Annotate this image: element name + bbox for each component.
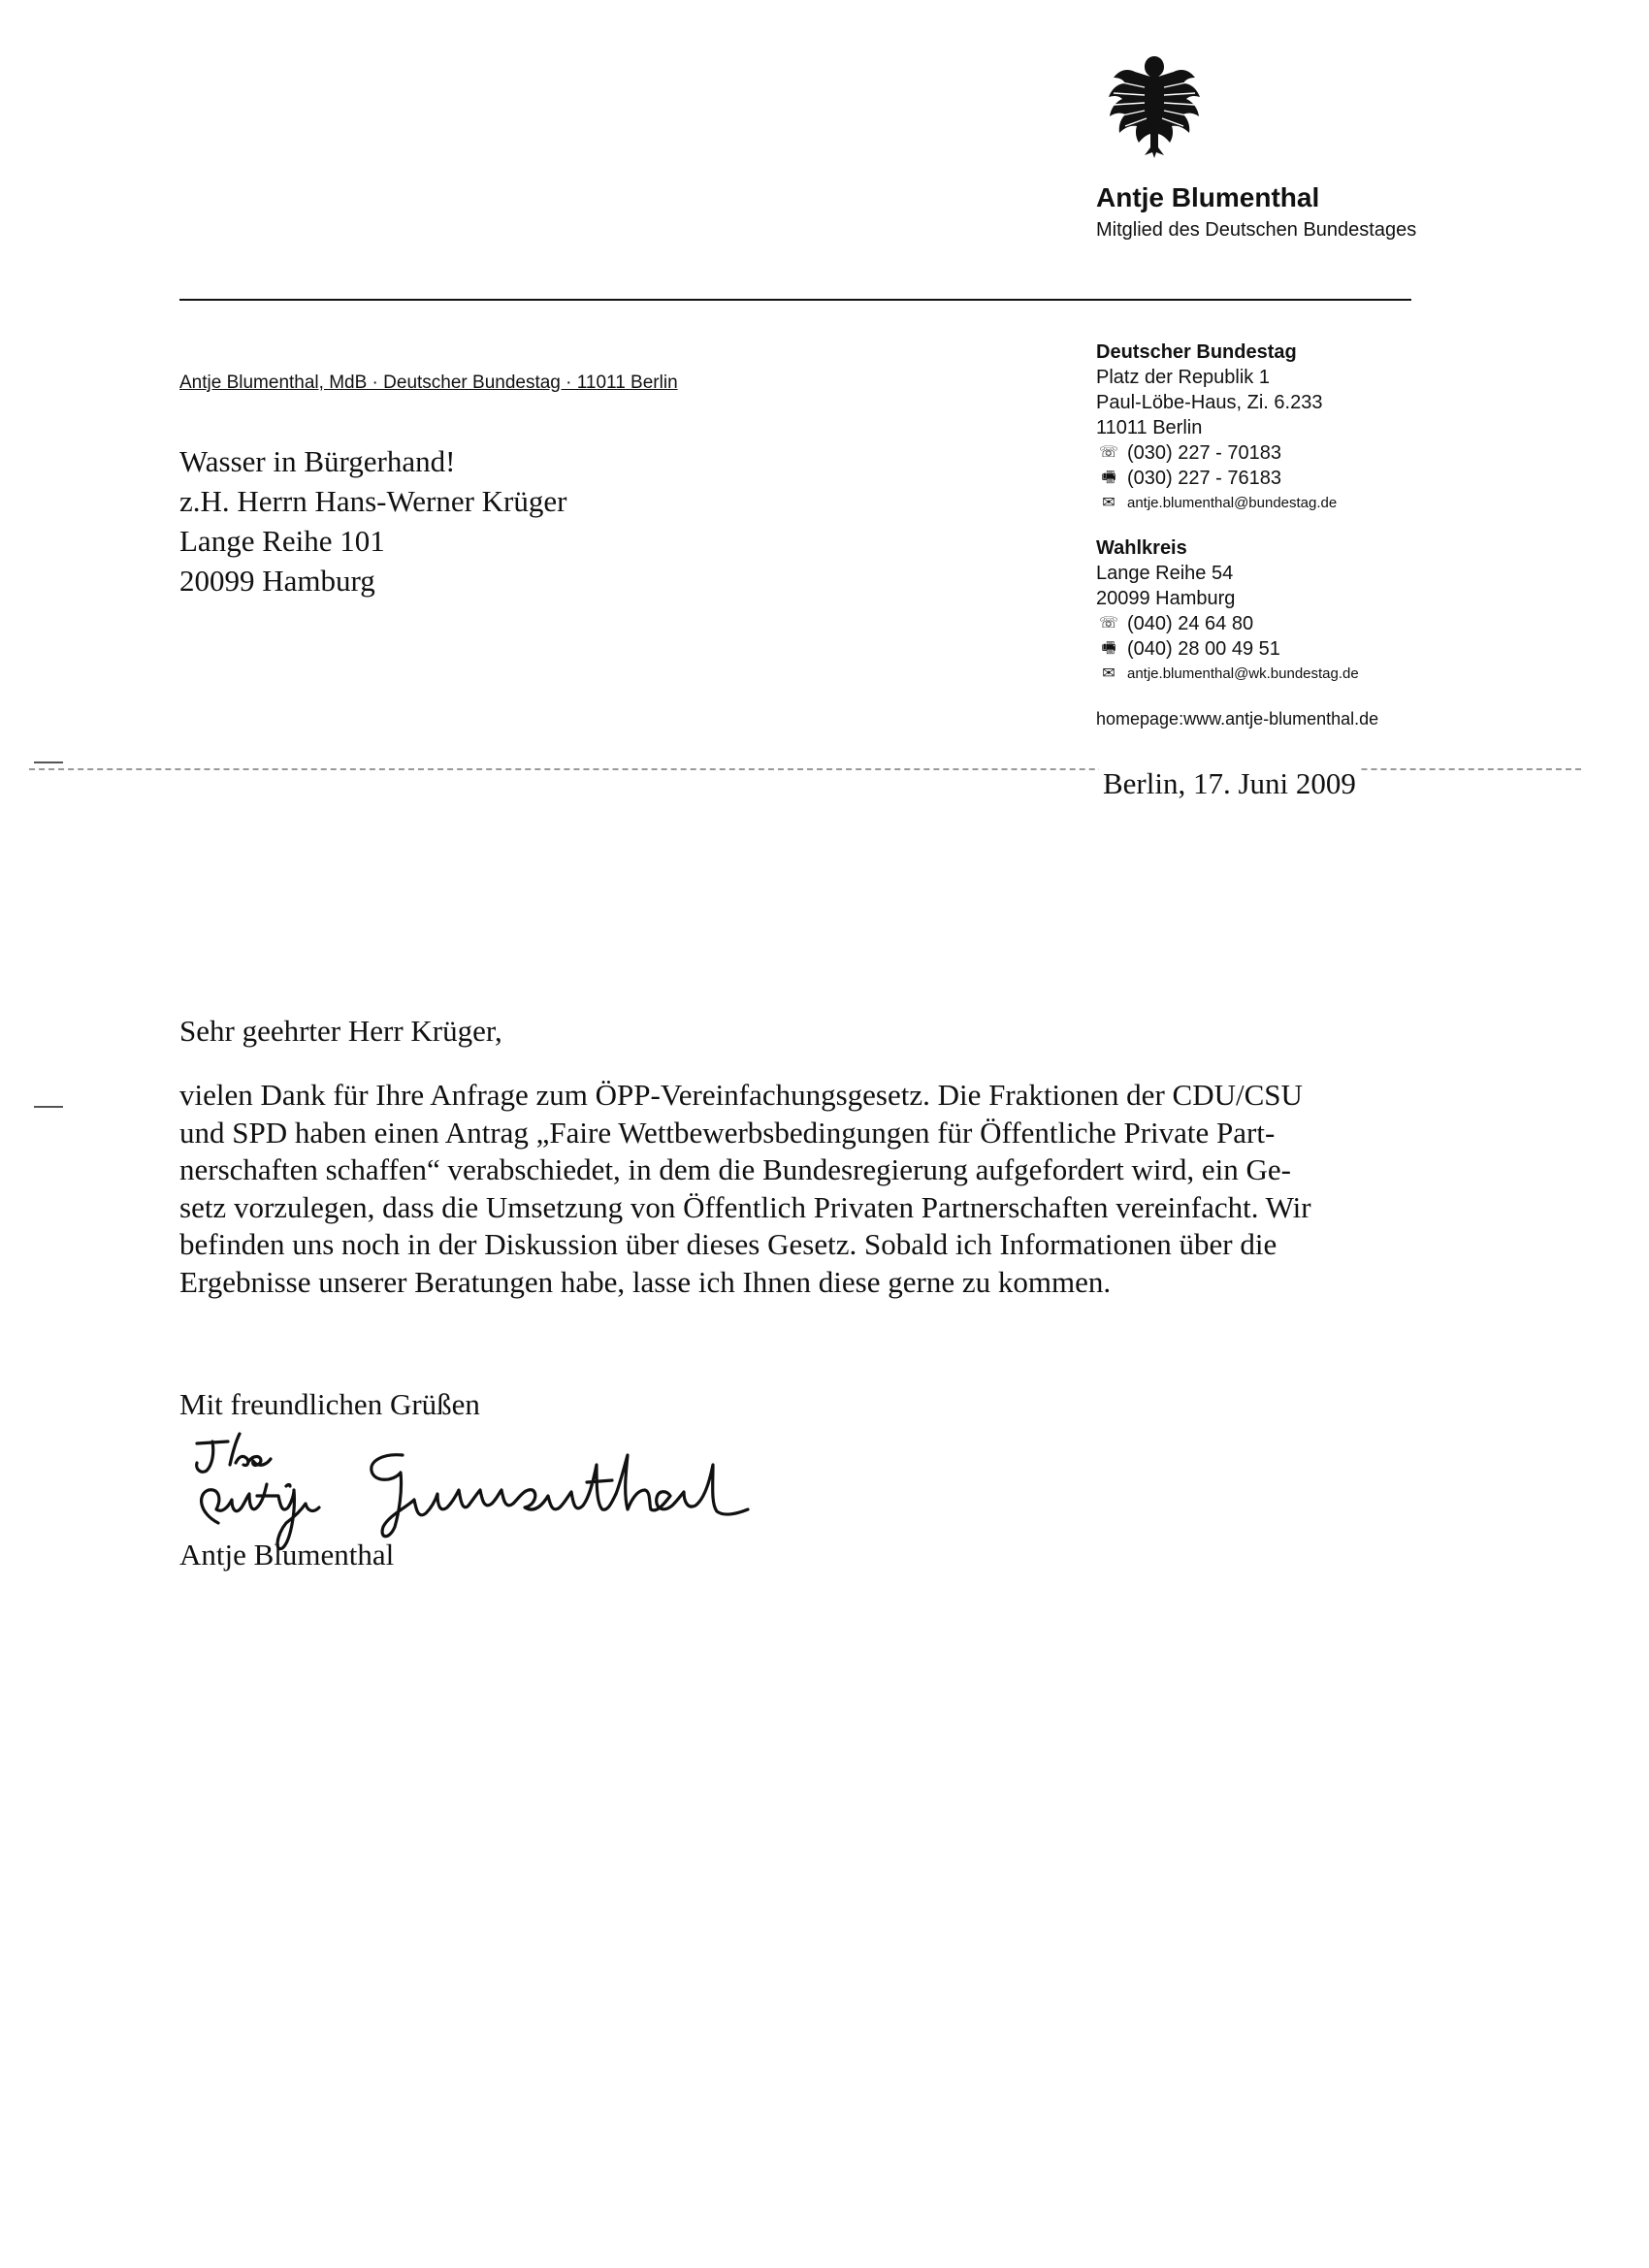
salutation: Sehr geehrter Herr Krüger, (179, 1014, 502, 1048)
fax-icon: 🖷 (1101, 470, 1116, 486)
contact-fax-wahlkreis (1096, 636, 1416, 662)
contact-heading-wahlkreis: Wahlkreis (1096, 537, 1187, 559)
phone-number: (040) 24 64 80 (1127, 613, 1254, 634)
recipient-line: Lange Reihe 101 (179, 524, 385, 558)
email-address[interactable]: antje.blumenthal@wk.bundestag.de (1127, 665, 1359, 682)
contact-heading-berlin: Deutscher Bundestag (1096, 341, 1297, 363)
body-line: nerschaften schaffen“ verabschiedet, in dem die Bundesregierung aufgefordert wird, ein Ge- (179, 1152, 1291, 1186)
email-address[interactable]: antje.blumenthal@bundestag.de (1127, 495, 1338, 511)
contact-line: Paul-Löbe-Haus, Zi. 6.233 (1096, 392, 1323, 413)
contact-line: 20099 Hamburg (1096, 588, 1236, 609)
closing: Mit freundlichen Grüßen (179, 1387, 480, 1421)
recipient-line: Wasser in Bürgerhand! (179, 444, 456, 478)
email-icon: ✉ (1102, 665, 1116, 682)
contact-email-wahlkreis (1096, 662, 1416, 687)
fax-number: (030) 227 - 76183 (1127, 468, 1282, 489)
sender-name: Antje Blumenthal (1096, 182, 1320, 212)
phone-icon: ☏ (1098, 615, 1118, 632)
contact-fax-berlin (1096, 466, 1416, 491)
body-line: und SPD haben einen Antrag „Faire Wettbewerbsbedingungen für Öffentliche Private Part- (179, 1115, 1276, 1150)
fold-mark (34, 761, 63, 763)
body-line: vielen Dank für Ihre Anfrage zum ÖPP-Vereinfachungsgesetz. Die Fraktionen der CDU/CSU (179, 1078, 1303, 1112)
contact-phone-wahlkreis (1096, 611, 1416, 636)
return-address: Antje Blumenthal, MdB · Deutscher Bundestag · 11011 Berlin (179, 373, 678, 393)
letter-body (179, 1077, 1426, 1301)
signer-name: Antje Blumenthal (179, 1538, 395, 1571)
homepage-link[interactable]: homepage:www.antje-blumenthal.de (1096, 709, 1379, 729)
recipient-line: 20099 Hamburg (179, 564, 375, 598)
phone-number: (030) 227 - 70183 (1127, 442, 1282, 464)
recipient-address (179, 441, 566, 600)
contact-phone-berlin (1096, 440, 1416, 466)
contact-line: 11011 Berlin (1096, 417, 1203, 438)
fax-number: (040) 28 00 49 51 (1127, 638, 1280, 660)
contact-line: Platz der Republik 1 (1096, 367, 1270, 388)
phone-icon: ☏ (1098, 444, 1118, 461)
sender-role: Mitglied des Deutschen Bundestages (1096, 219, 1417, 241)
punch-mark (34, 1106, 63, 1108)
body-line: Ergebnisse unserer Beratungen habe, lasse ich Ihnen diese gerne zu kommen. (179, 1264, 1112, 1299)
bundestag-eagle-emblem (1106, 49, 1203, 160)
body-line: setz vorzulegen, dass die Umsetzung von Öffentlich Privaten Partnerschaften vereinfacht. Wir (179, 1189, 1311, 1224)
letterhead-rule (179, 299, 1411, 301)
recipient-line: z.H. Herrn Hans-Werner Krüger (179, 484, 567, 518)
contact-block (1096, 340, 1416, 731)
contact-line: Lange Reihe 54 (1096, 563, 1234, 584)
body-line: befinden uns noch in der Diskussion über dieses Gesetz. Sobald ich Informationen über die (179, 1227, 1277, 1261)
letter-date: Berlin, 17. Juni 2009 (1099, 766, 1360, 801)
email-icon: ✉ (1102, 495, 1116, 511)
fax-icon: 🖷 (1101, 640, 1116, 657)
contact-email-berlin (1096, 491, 1416, 516)
